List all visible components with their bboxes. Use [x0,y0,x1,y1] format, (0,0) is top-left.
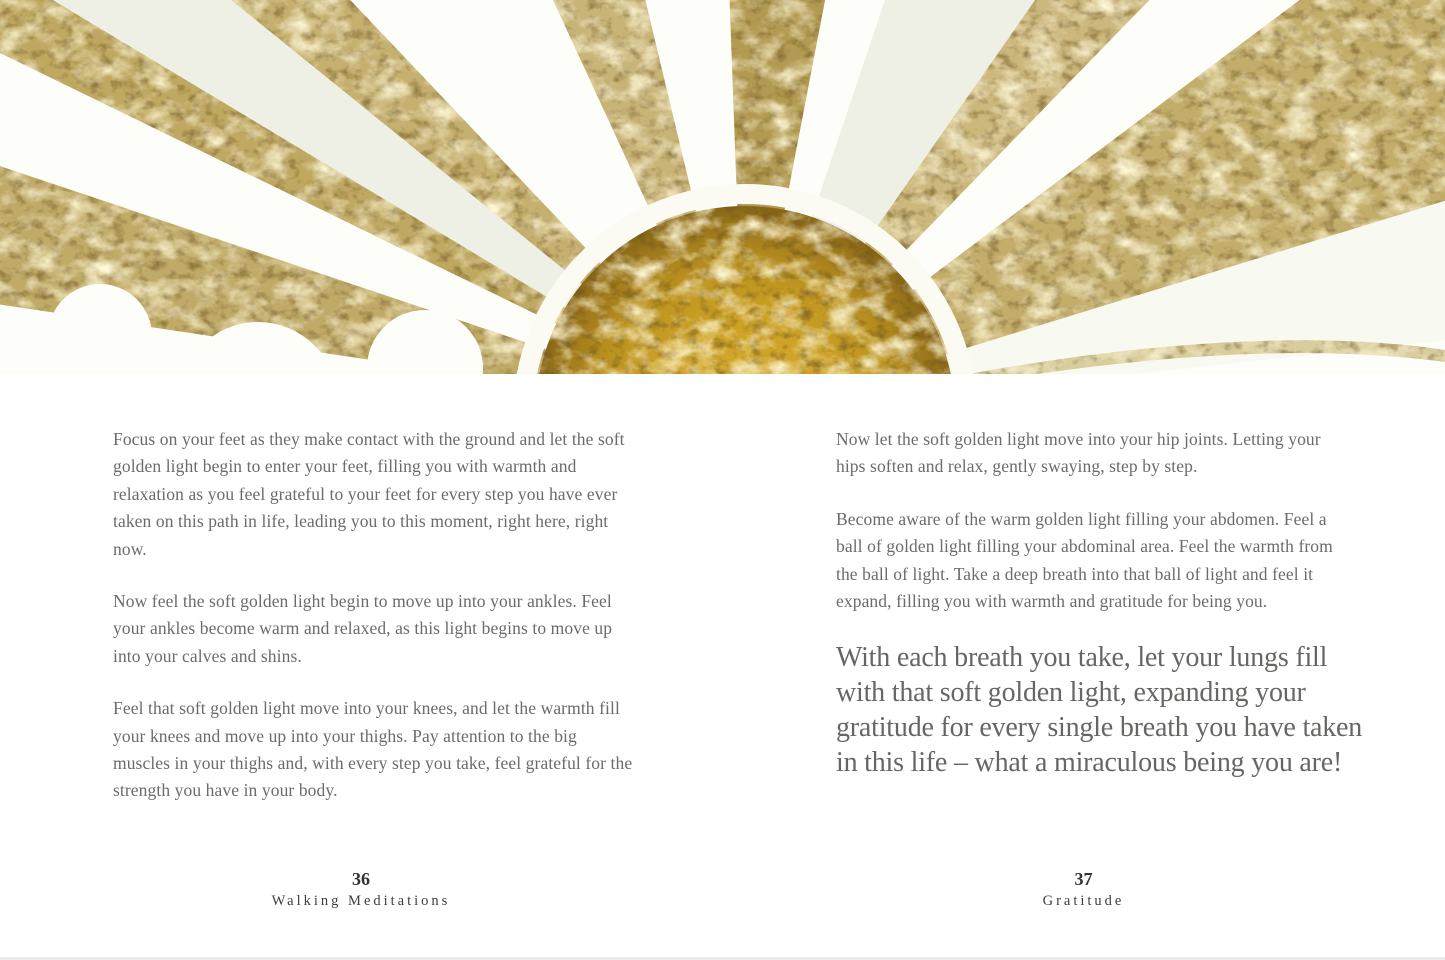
chapter-title: Gratitude [1042,893,1125,909]
page-right-footer [722,869,1445,910]
chapter-title: Walking Meditations [271,893,451,909]
pull-quote: With each breath you take, let your lungs fill with that soft golden light, expanding your gratitude for every single breath you have taken in this life – what a miraculous being you are! [836,642,1363,779]
page-number: 37 [1074,869,1093,889]
left-text-column [113,426,635,830]
paragraph: Now let the soft golden light move into your hip joints. Letting your hips soften and relax, gently swaying, step by step. [836,429,1321,477]
page-number: 36 [352,869,370,889]
sunburst-illustration [0,0,1445,374]
paragraph: Now feel the soft golden light begin to move up into your ankles. Feel your ankles become warm and relaxed, as this light begins to move up into your calves and shins. [113,591,613,666]
paragraph: Feel that soft golden light move into your knees, and let the warmth fill your knees and move up into your thighs. Pay attention to the big muscles in your thighs and, with every step you take, feel grateful for the strength you have in your body. [113,698,633,801]
paragraph: Focus on your feet as they make contact with the ground and let the soft golden light begin to enter your feet, filling you with warmth and relaxation as you feel grateful to your feet for every step you have ever taken on this path in life, leading you to this moment, right here, right now. [113,429,625,559]
right-text-column [836,426,1363,780]
page-left-footer [0,869,722,910]
paragraph: Become aware of the warm golden light filling your abdomen. Feel a ball of golden light filling your abdominal area. Feel the warmth from the ball of light. Take a deep breath into that ball of light and feel it expand, filling you with warmth and gratitude for being you. [836,508,1333,612]
